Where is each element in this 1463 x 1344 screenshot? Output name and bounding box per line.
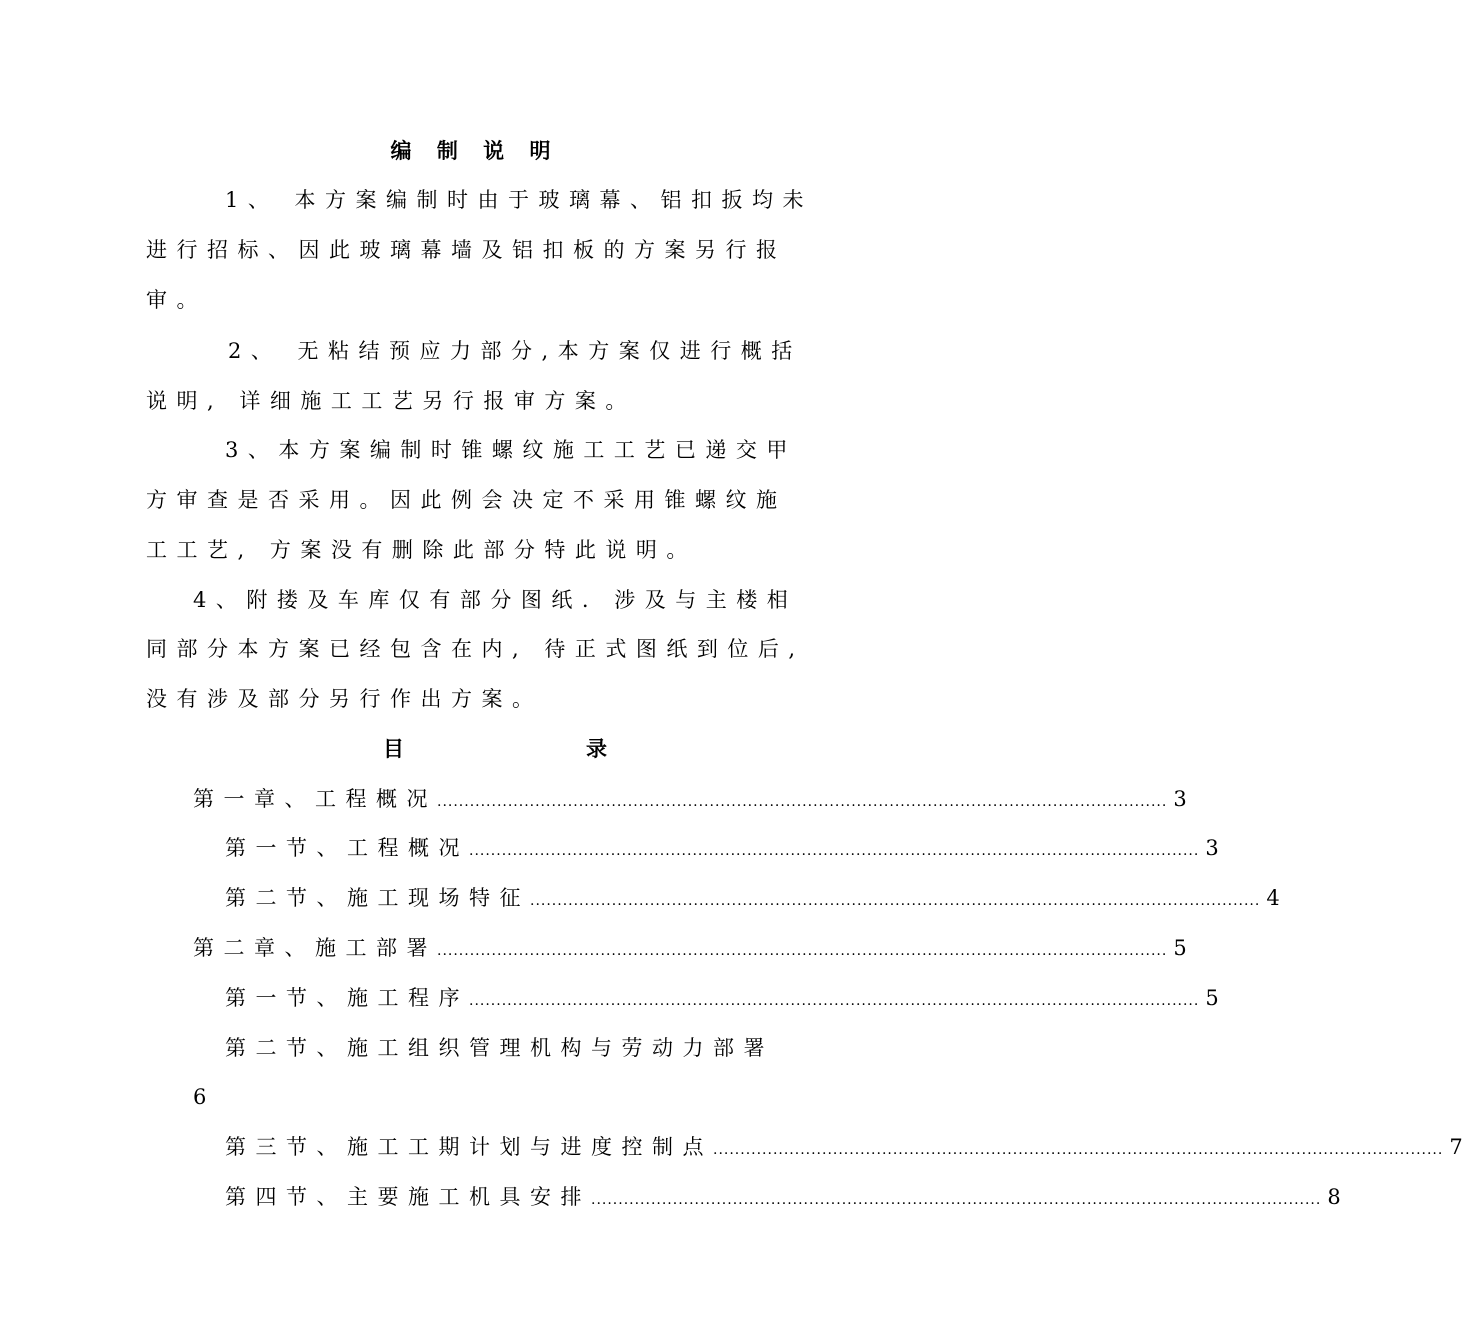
toc-entry-page: 3 <box>1205 836 1219 860</box>
toc-entry-text-wrapped[interactable]: 第二节、施工组织管理机构与劳动力部署 <box>225 1036 774 1060</box>
toc-leader-dots: ...................................................................................................................................... <box>530 893 1261 909</box>
toc-entry-page: 4 <box>1266 886 1280 910</box>
toc-title-right: 录 <box>586 736 607 761</box>
paragraph-4-line-1: 4、附搂及车库仅有部分图纸. 涉及与主楼相 <box>193 588 798 612</box>
toc-leader-dots: ...................................................................................................................................... <box>469 993 1200 1009</box>
toc-entry[interactable] <box>225 1184 1341 1210</box>
toc-entry-text: 第二章、施工部署 <box>193 936 437 960</box>
paragraph-3-line-3: 工工艺, 方案没有删除此部分特此说明。 <box>146 538 697 562</box>
paragraph-1-line-2: 进行招标、因此玻璃幕墙及铝扣板的方案另行报 <box>146 238 787 262</box>
toc-entry-text: 第三节、施工工期计划与进度控制点 <box>225 1135 713 1159</box>
toc-entry-text: 第二节、施工现场特征 <box>225 886 530 910</box>
paragraph-2-line-1: 2、 无粘结预应力部分,本方案仅进行概括 <box>228 339 802 363</box>
toc-entry-page-wrapped: 6 <box>193 1085 207 1109</box>
toc-leader-dots: ...................................................................................................................................... <box>713 1142 1444 1158</box>
toc-entry-page: 7 <box>1449 1135 1463 1159</box>
paragraph-1-line-1: 1、 本方案编制时由于玻璃幕、铝扣扳均未 <box>225 188 814 212</box>
paragraph-2-line-2: 说明, 详细施工工艺另行报审方案。 <box>146 389 636 413</box>
paragraph-1-line-3: 审。 <box>146 288 207 312</box>
paragraph-4-line-2: 同部分本方案已经包含在内, 待正式图纸到位后, <box>146 637 805 661</box>
toc-leader-dots: ...................................................................................................................................... <box>437 943 1168 959</box>
toc-entry[interactable] <box>225 985 1219 1011</box>
toc-entry-page: 5 <box>1205 986 1219 1010</box>
toc-leader-dots: ...................................................................................................................................... <box>469 843 1200 859</box>
toc-leader-dots: ...................................................................................................................................... <box>437 794 1168 810</box>
page-title: 编 制 说 明 <box>390 138 560 163</box>
toc-entry[interactable] <box>225 835 1219 861</box>
toc-entry-text: 第一节、工程概况 <box>225 836 469 860</box>
toc-title-left: 目 <box>383 736 404 761</box>
toc-entry-page: 8 <box>1327 1185 1341 1209</box>
paragraph-3-line-1: 3、本方案编制时锥螺纹施工工艺已递交甲 <box>225 438 797 462</box>
toc-entry-text: 第四节、主要施工机具安排 <box>225 1185 591 1209</box>
toc-entry[interactable] <box>193 786 1187 812</box>
toc-entry[interactable] <box>225 1134 1463 1160</box>
toc-entry-text: 第一章、工程概况 <box>193 787 437 811</box>
paragraph-3-line-2: 方审查是否采用。因此例会决定不采用锥螺纹施 <box>146 488 787 512</box>
toc-entry[interactable] <box>193 935 1187 961</box>
toc-entry[interactable] <box>225 885 1280 911</box>
toc-entry-text: 第一节、施工程序 <box>225 986 469 1010</box>
toc-leader-dots: ...................................................................................................................................... <box>591 1192 1322 1208</box>
toc-entry-page: 3 <box>1173 787 1187 811</box>
toc-entry-page: 5 <box>1173 936 1187 960</box>
paragraph-4-line-3: 没有涉及部分另行作出方案。 <box>146 687 543 711</box>
